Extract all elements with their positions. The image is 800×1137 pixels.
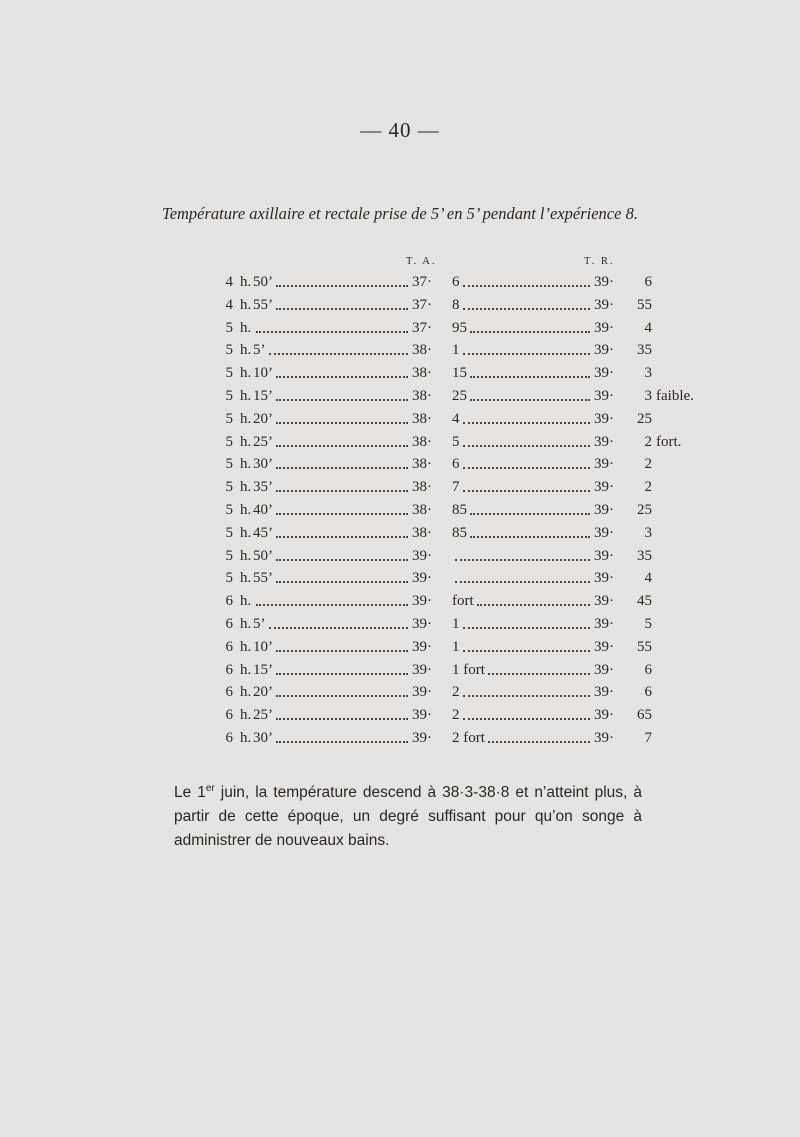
table-row [0,704,800,727]
time-hour: 6 [225,638,233,655]
dot-leader [477,604,590,606]
time-minutes: 45’ [253,524,273,541]
tr-decimal: 3 [644,387,652,404]
dot-leader [276,285,408,287]
time-hour: 6 [225,593,233,610]
time-hour: 5 [225,365,233,382]
dot-leader [276,718,408,720]
dot-leader [276,445,408,447]
tr-integer: 39· [594,615,614,632]
hour-unit: h. [240,501,252,518]
hour-unit: h. [240,638,252,655]
tr-integer: 39· [594,524,614,541]
time-minutes: 25’ [253,707,273,724]
ta-decimal: 6 [452,274,460,290]
ta-integer: 37· [412,319,432,336]
hour-unit: h. [240,274,252,290]
ta-integer: 38· [412,479,432,496]
ta-integer: 38· [412,524,432,541]
tr-decimal: 35 [637,547,652,564]
time-hour: 6 [225,684,233,701]
time-minutes: 15’ [253,387,273,404]
time-minutes: 20’ [253,410,273,427]
ta-decimal: 85 [452,524,467,541]
ta-integer: 39· [412,547,432,564]
dot-leader [463,285,591,287]
time-hour: 5 [225,433,233,450]
tr-integer: 39· [594,707,614,724]
table-caption: Température axillaire et rectale prise de 5’ en 5’ pendant l’expérience 8. [162,204,638,223]
tr-integer: 39· [594,570,614,587]
time-hour: 5 [225,410,233,427]
hour-unit: h. [240,707,252,724]
time-hour: 5 [225,547,233,564]
tr-decimal: 25 [637,410,652,427]
dot-leader [276,559,408,561]
paragraph-start: Le 1 [174,784,206,801]
hour-unit: h. [240,296,252,313]
paragraph-rest: juin, la température descend à 38·3-38·8 et n’atteint plus, à partir de cette époque, un degré suffisant pour qu’on songe à administrer de nouveaux bains. [174,784,642,849]
dot-leader [455,559,590,561]
hour-unit: h. [240,570,252,587]
ta-decimal: 25 [452,387,467,404]
time-minutes: 55’ [253,570,273,587]
column-header-tr: T. R. [584,256,615,267]
table-row [0,681,800,704]
time-minutes: 30’ [253,729,273,746]
ta-decimal: 85 [452,501,467,518]
table-row [0,545,800,568]
tr-decimal: 2 [644,479,652,496]
dot-leader [276,695,408,697]
dot-leader [463,445,591,447]
time-minutes: 30’ [253,456,273,473]
time-hour: 4 [225,296,233,313]
table-row [0,727,800,750]
dot-leader [276,513,408,515]
dot-leader [463,353,591,355]
time-hour: 5 [225,456,233,473]
time-minutes: 10’ [253,638,273,655]
ta-integer: 39· [412,593,432,610]
tr-integer: 39· [594,479,614,496]
dot-leader [276,399,408,401]
temperature-table [0,271,800,750]
ta-integer: 39· [412,570,432,587]
ta-integer: 39· [412,615,432,632]
time-hour: 6 [225,615,233,632]
time-hour: 5 [225,524,233,541]
ta-integer: 38· [412,456,432,473]
dot-leader [463,695,591,697]
ta-integer: 39· [412,638,432,655]
pulse-note: fort. [656,433,682,450]
ta-integer: 38· [412,365,432,382]
tr-decimal: 35 [637,342,652,359]
tr-integer: 39· [594,274,614,290]
dot-leader [276,490,408,492]
table-row [0,271,800,294]
dot-leader [463,718,591,720]
dot-leader [455,581,590,583]
time-hour: 5 [225,387,233,404]
time-minutes: 5’ [253,615,266,632]
table-row [0,659,800,682]
time-minutes: 40’ [253,501,273,518]
hour-unit: h. [240,593,252,610]
table-row [0,476,800,499]
tr-decimal: 7 [644,729,652,746]
table-row [0,590,800,613]
hour-unit: h. [240,410,252,427]
tr-integer: 39· [594,638,614,655]
dot-leader [488,741,590,743]
tr-integer: 39· [594,319,614,336]
time-hour: 5 [225,501,233,518]
tr-integer: 39· [594,365,614,382]
dot-leader [276,376,408,378]
paragraph-text [174,781,642,853]
dot-leader [276,741,408,743]
dot-leader [276,673,408,675]
tr-integer: 39· [594,547,614,564]
hour-unit: h. [240,342,252,359]
time-hour: 4 [225,274,233,290]
tr-decimal: 5 [644,615,652,632]
time-minutes: 55’ [253,296,273,313]
time-hour: 6 [225,729,233,746]
ta-decimal: 2 fort [452,729,485,746]
hour-unit: h. [240,387,252,404]
ta-integer: 38· [412,342,432,359]
pulse-note: faible. [656,387,694,404]
tr-decimal: 2 [644,456,652,473]
hour-unit: h. [240,684,252,701]
dot-leader [470,399,590,401]
ta-decimal: 7 [452,479,460,496]
tr-integer: 39· [594,410,614,427]
ta-decimal: 1 fort [452,661,485,678]
table-row [0,613,800,636]
tr-decimal: 45 [637,593,652,610]
dot-leader [463,490,591,492]
ordinal-superscript: er [205,782,215,794]
ta-decimal: 4 [452,410,460,427]
tr-integer: 39· [594,342,614,359]
tr-integer: 39· [594,456,614,473]
ta-integer: 39· [412,707,432,724]
ta-integer: 39· [412,729,432,746]
hour-unit: h. [240,615,252,632]
tr-decimal: 55 [637,638,652,655]
dot-leader [276,422,408,424]
table-row [0,294,800,317]
dot-leader [276,581,408,583]
time-hour: 5 [225,570,233,587]
table-row [0,385,800,408]
dot-leader [470,331,590,333]
ta-decimal: fort [452,593,474,610]
table-row [0,499,800,522]
hour-unit: h. [240,729,252,746]
ta-decimal: 1 [452,342,460,359]
ta-decimal: 2 [452,707,460,724]
dot-leader [470,536,590,538]
ta-integer: 38· [412,501,432,518]
dot-leader [470,376,590,378]
ta-decimal: 1 [452,615,460,632]
hour-unit: h. [240,456,252,473]
time-hour: 6 [225,661,233,678]
hour-unit: h. [240,479,252,496]
tr-integer: 39· [594,593,614,610]
table-row [0,431,800,454]
ta-integer: 38· [412,433,432,450]
time-minutes: 25’ [253,433,273,450]
tr-integer: 39· [594,387,614,404]
ta-integer: 38· [412,387,432,404]
table-row [0,567,800,590]
dot-leader [276,650,408,652]
table-row [0,317,800,340]
tr-decimal: 6 [644,274,652,290]
time-hour: 5 [225,479,233,496]
tr-decimal: 2 [644,433,652,450]
table-row [0,453,800,476]
table-row [0,636,800,659]
tr-decimal: 3 [644,365,652,382]
ta-integer: 38· [412,410,432,427]
tr-integer: 39· [594,729,614,746]
dot-leader [256,331,408,333]
dot-leader [276,308,408,310]
table-row [0,362,800,385]
tr-integer: 39· [594,661,614,678]
dot-leader [470,513,590,515]
tr-decimal: 6 [644,661,652,678]
ta-decimal: 8 [452,296,460,313]
table-row [0,339,800,362]
ta-decimal: 95 [452,319,467,336]
dot-leader [488,673,590,675]
ta-decimal: 1 [452,638,460,655]
column-header-ta: T. A. [406,256,437,267]
dot-leader [463,650,591,652]
table-row [0,522,800,545]
hour-unit: h. [240,661,252,678]
ta-integer: 37· [412,274,432,290]
dot-leader [256,604,408,606]
tr-integer: 39· [594,501,614,518]
hour-unit: h. [240,433,252,450]
dot-leader [269,627,409,629]
ta-decimal: 5 [452,433,460,450]
hour-unit: h. [240,319,252,336]
time-hour: 5 [225,342,233,359]
ta-integer: 39· [412,684,432,701]
dot-leader [463,627,591,629]
tr-integer: 39· [594,433,614,450]
time-hour: 6 [225,707,233,724]
tr-decimal: 4 [644,570,652,587]
tr-decimal: 3 [644,524,652,541]
ta-integer: 39· [412,661,432,678]
ta-decimal: 6 [452,456,460,473]
tr-decimal: 25 [637,501,652,518]
dot-leader [276,467,408,469]
dot-leader [463,467,591,469]
ta-decimal: 2 [452,684,460,701]
dot-leader [269,353,409,355]
ta-integer: 37· [412,296,432,313]
tr-integer: 39· [594,296,614,313]
tr-decimal: 6 [644,684,652,701]
time-minutes: 5’ [253,342,266,359]
hour-unit: h. [240,547,252,564]
time-minutes: 15’ [253,661,273,678]
tr-decimal: 4 [644,319,652,336]
dot-leader [276,536,408,538]
table-row [0,408,800,431]
dot-leader [463,422,591,424]
tr-integer: 39· [594,684,614,701]
tr-decimal: 65 [637,707,652,724]
time-minutes: 50’ [253,547,273,564]
time-minutes: 35’ [253,479,273,496]
time-minutes: 10’ [253,365,273,382]
page-number: — 40 — [360,118,440,142]
time-hour: 5 [225,319,233,336]
time-minutes: 20’ [253,684,273,701]
ta-decimal: 15 [452,365,467,382]
hour-unit: h. [240,365,252,382]
tr-decimal: 55 [637,296,652,313]
hour-unit: h. [240,524,252,541]
time-minutes: 50’ [253,274,273,290]
body-paragraph [174,781,642,853]
dot-leader [463,308,591,310]
